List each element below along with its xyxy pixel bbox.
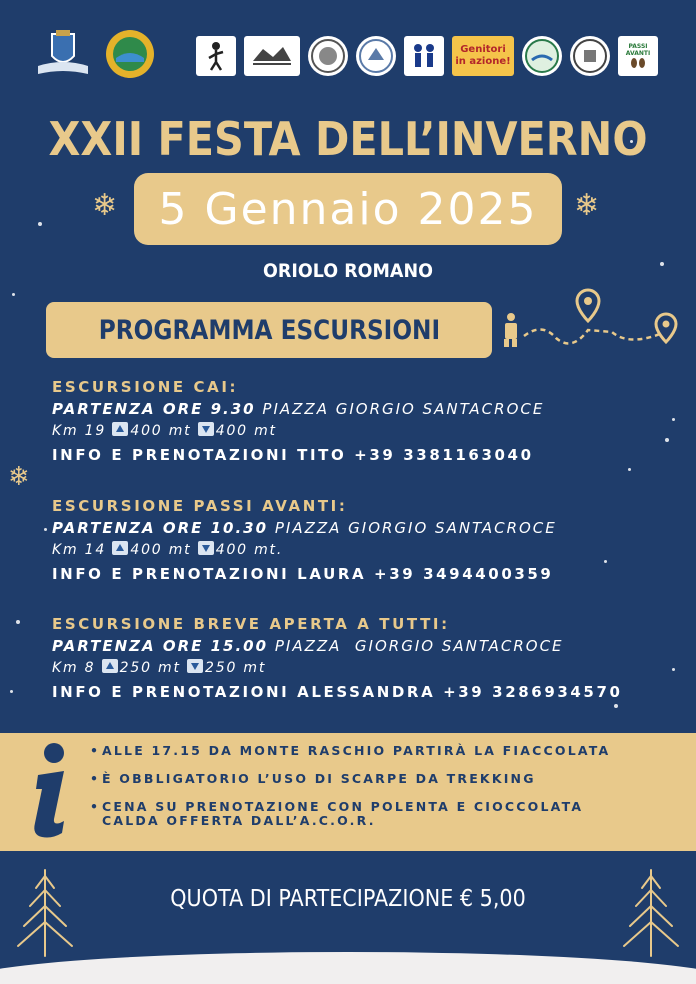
note-item <box>90 800 680 828</box>
descent: 400 mt <box>215 423 277 439</box>
descent: 250 mt <box>205 660 267 676</box>
excursion-distance-line <box>52 539 672 561</box>
distance: Km 8 <box>52 660 96 676</box>
bullet-icon: • <box>90 771 101 786</box>
snow-dot <box>38 222 42 226</box>
ascent-arrow-icon <box>112 422 128 436</box>
bullet-icon: • <box>90 743 101 758</box>
booking-info: INFO E PRENOTAZIONI TITO +39 3381163040 <box>52 446 534 464</box>
booking-info: INFO E PRENOTAZIONI ALESSANDRA +39 3286934570 <box>52 683 623 701</box>
genitori-line-1: Genitori <box>460 44 506 55</box>
program-heading-box <box>46 302 492 358</box>
snow-dot <box>672 668 675 671</box>
note-item <box>90 772 680 786</box>
excursion-title: ESCURSIONE BREVE APERTA A TUTTI: <box>52 615 450 633</box>
date-badge <box>134 173 562 245</box>
distance: Km 19 <box>52 423 107 439</box>
booking-info: INFO E PRENOTAZIONI LAURA +39 3494400359 <box>52 565 554 583</box>
departure-place: PIAZZA GIORGIO SANTACROCE <box>274 637 564 655</box>
note-item <box>90 744 680 758</box>
park-logo-icon <box>522 36 562 76</box>
snowflake-icon: ❄ <box>8 462 30 492</box>
circular-seal-2-icon <box>356 36 396 76</box>
excursion-distance-line <box>52 657 672 679</box>
pine-tree-icon <box>14 866 76 958</box>
passi-avanti-logo-icon <box>618 36 658 76</box>
excursion-breve <box>52 613 672 705</box>
genitori-line-2: in azione! <box>455 56 511 67</box>
ascent: 400 mt <box>130 542 192 558</box>
departure-time: PARTENZA ORE 10.30 <box>52 519 269 537</box>
participation-fee: QUOTA DI PARTECIPAZIONE € 5,00 <box>170 886 526 912</box>
figures-logo-icon <box>404 36 444 76</box>
logos-left <box>34 28 156 80</box>
distance: Km 14 <box>52 542 107 558</box>
excursion-distance-line <box>52 420 672 442</box>
info-icon <box>24 741 76 841</box>
excursion-passi-avanti <box>52 495 672 587</box>
descent: 400 mt. <box>215 542 284 558</box>
snow-dot <box>10 690 13 693</box>
comune-crest-icon <box>34 28 92 80</box>
passi-avanti-label: PASSI AVANTI <box>625 43 651 57</box>
event-title: XXII FESTA DELL’INVERNO <box>48 112 648 166</box>
event-location: ORIOLO ROMANO <box>263 260 433 282</box>
ascent: 400 mt <box>130 423 192 439</box>
program-heading: PROGRAMMA ESCURSIONI <box>98 314 440 346</box>
excursion-departure-line <box>52 635 672 657</box>
bullet-icon: • <box>90 799 101 814</box>
snow-dot <box>12 293 15 296</box>
hiker-logo-icon <box>196 36 236 76</box>
note-text: CENA SU PRENOTAZIONE CON POLENTA E CIOCCOLATA CALDA OFFERTA DALL’A.C.O.R. <box>102 799 584 828</box>
snow-dot <box>44 528 47 531</box>
excursion-title: ESCURSIONE PASSI AVANTI: <box>52 497 348 515</box>
excursion-title: ESCURSIONE CAI: <box>52 378 239 396</box>
departure-place: PIAZZA GIORGIO SANTACROCE <box>274 519 557 537</box>
departure-time: PARTENZA ORE 9.30 <box>52 400 256 418</box>
snow-dot <box>672 418 675 421</box>
ascent: 250 mt <box>119 660 181 676</box>
descent-arrow-icon <box>198 541 214 555</box>
snowflake-icon: ❄ <box>92 188 118 223</box>
logos-right <box>196 36 658 76</box>
excursion-departure-line <box>52 517 672 539</box>
snow-dot <box>16 620 20 624</box>
departure-time: PARTENZA ORE 15.00 <box>52 637 269 655</box>
descent-arrow-icon <box>198 422 214 436</box>
snow-ground <box>0 952 696 984</box>
excursion-departure-line <box>52 398 672 420</box>
note-text: ALLE 17.15 DA MONTE RASCHIO PARTIRÀ LA FIACCOLATA <box>102 743 611 758</box>
note-text: È OBBLIGATORIO L’USO DI SCARPE DA TREKKING <box>102 771 536 786</box>
historical-society-logo-icon <box>244 36 300 76</box>
event-date: 5 Gennaio 2025 <box>158 183 538 235</box>
circular-seal-3-icon <box>570 36 610 76</box>
snowflake-icon: ❄ <box>574 188 600 223</box>
notes-list <box>90 744 680 842</box>
genitori-logo-icon <box>452 36 514 76</box>
regional-park-emblem-icon <box>104 28 156 80</box>
excursion-cai <box>52 376 672 468</box>
departure-place: PIAZZA GIORGIO SANTACROCE <box>262 400 545 418</box>
snow-dot <box>628 468 631 471</box>
ascent-arrow-icon <box>102 659 118 673</box>
descent-arrow-icon <box>187 659 203 673</box>
pine-tree-icon <box>620 866 682 958</box>
circular-seal-icon <box>308 36 348 76</box>
route-map-icon <box>496 286 680 356</box>
ascent-arrow-icon <box>112 541 128 555</box>
